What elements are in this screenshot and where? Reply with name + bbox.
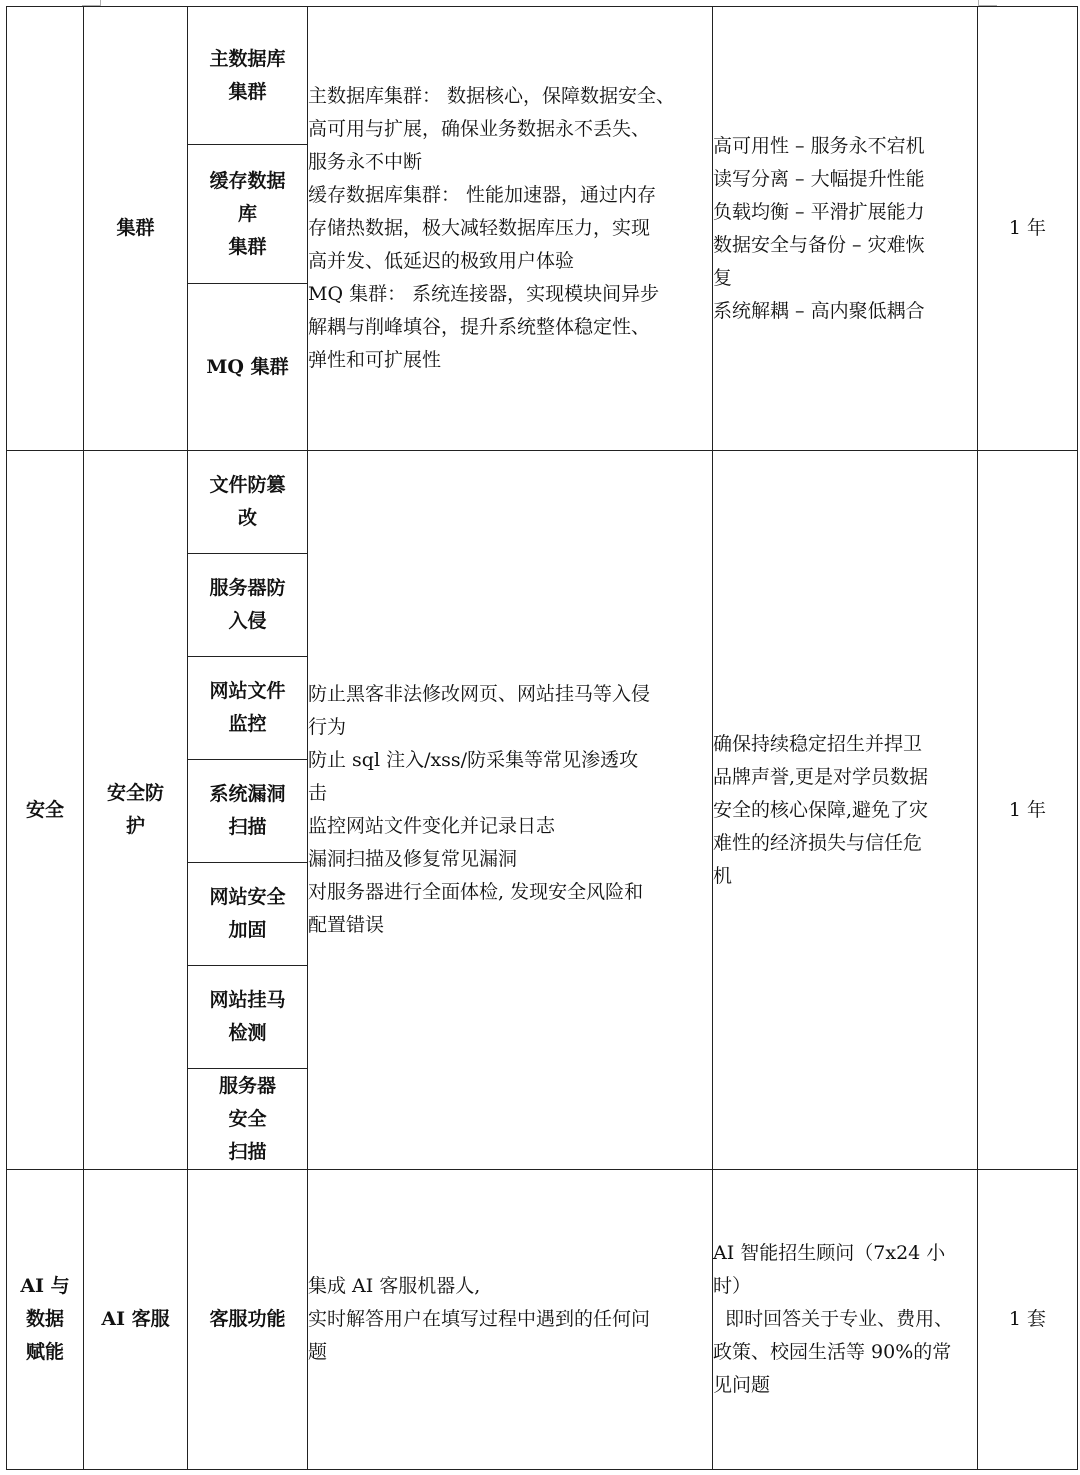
table-row bbox=[7, 1170, 1078, 1470]
value-line: 确保持续稳定招生并捍卫 bbox=[713, 732, 923, 755]
module-cell: 主数据库 集群 bbox=[188, 7, 308, 145]
module-cell: 网站文件 监控 bbox=[188, 657, 308, 760]
term-cell: 1 年 bbox=[978, 451, 1078, 1170]
table-row bbox=[7, 451, 1078, 554]
module-cell: 系统漏洞 扫描 bbox=[188, 760, 308, 863]
value-line: 系统解耦 – 高内聚低耦合 bbox=[713, 299, 925, 322]
description-line: 弹性和可扩展性 bbox=[308, 349, 442, 371]
description-line: 监控网站文件变化并记录日志 bbox=[308, 815, 556, 837]
value-line: 时） bbox=[713, 1275, 752, 1297]
description-line: 实时解答用户在填写过程中遇到的任何问 bbox=[308, 1308, 651, 1330]
description-line: MQ 集群： 系统连接器，实现模块间异步 bbox=[308, 283, 660, 305]
value-cell bbox=[713, 1170, 978, 1470]
description-line: 漏洞扫描及修复常见漏洞 bbox=[308, 848, 518, 870]
description-line: 题 bbox=[308, 1341, 328, 1363]
category-cell: AI 与 数据 赋能 bbox=[7, 1170, 84, 1470]
subcategory-cell: 集群 bbox=[84, 7, 188, 451]
module-cell: 服务器 安全 扫描 bbox=[188, 1069, 308, 1170]
value-line: 即时回答关于专业、费用、 bbox=[713, 1308, 954, 1330]
description-cell bbox=[308, 7, 713, 451]
value-line: 难性的经济损失与信任危 bbox=[713, 831, 923, 854]
service-spec-table bbox=[6, 6, 1078, 1470]
description-line: 高并发、低延迟的极致用户体验 bbox=[308, 250, 575, 272]
description-line: 防止黑客非法修改网页、网站挂马等入侵 bbox=[308, 683, 651, 705]
table-row bbox=[7, 7, 1078, 145]
module-cell: MQ 集群 bbox=[188, 284, 308, 451]
description-line: 解耦与削峰填谷，提升系统整体稳定性、 bbox=[308, 316, 651, 338]
value-line: 机 bbox=[713, 864, 733, 887]
value-cell bbox=[713, 7, 978, 451]
value-line: 复 bbox=[713, 266, 733, 289]
description-line: 高可用与扩展，确保业务数据永不丢失、 bbox=[308, 118, 651, 140]
value-line: 安全的核心保障,避免了灾 bbox=[713, 798, 929, 821]
value-line: 高可用性 – 服务永不宕机 bbox=[713, 134, 925, 157]
description-line: 主数据库集群： 数据核心，保障数据安全、 bbox=[308, 85, 676, 107]
module-cell: 网站挂马 检测 bbox=[188, 966, 308, 1069]
value-line: 负载均衡 – 平滑扩展能力 bbox=[713, 200, 925, 223]
term-cell: 1 套 bbox=[978, 1170, 1078, 1470]
description-line: 行为 bbox=[308, 716, 347, 738]
value-line: 品牌声誉,更是对学员数据 bbox=[713, 765, 929, 788]
description-line: 服务永不中断 bbox=[308, 151, 423, 173]
subcategory-cell: AI 客服 bbox=[84, 1170, 188, 1470]
value-cell bbox=[713, 451, 978, 1170]
module-cell: 客服功能 bbox=[188, 1170, 308, 1470]
description-line: 集成 AI 客服机器人, bbox=[308, 1275, 481, 1297]
description-cell bbox=[308, 1170, 713, 1470]
value-line: 数据安全与备份 – 灾难恢 bbox=[713, 233, 925, 256]
description-line: 防止 sql 注入/xss/防采集等常见渗透攻 bbox=[308, 749, 639, 771]
value-line: 政策、校园生活等 90%的常 bbox=[713, 1341, 952, 1363]
category-cell: 安全 bbox=[7, 451, 84, 1170]
term-cell: 1 年 bbox=[978, 7, 1078, 451]
description-line: 击 bbox=[308, 782, 328, 804]
module-cell: 网站安全 加固 bbox=[188, 863, 308, 966]
value-line: AI 智能招生顾问（7x24 小 bbox=[713, 1242, 946, 1264]
module-cell: 服务器防 入侵 bbox=[188, 554, 308, 657]
description-line: 存储热数据，极大减轻数据库压力，实现 bbox=[308, 217, 651, 239]
module-cell: 文件防篡 改 bbox=[188, 451, 308, 554]
description-line: 配置错误 bbox=[308, 914, 385, 936]
description-cell bbox=[308, 451, 713, 1170]
value-line: 读写分离 – 大幅提升性能 bbox=[713, 167, 925, 190]
description-line: 对服务器进行全面体检, 发现安全风险和 bbox=[308, 881, 644, 903]
description-line: 缓存数据库集群： 性能加速器，通过内存 bbox=[308, 184, 657, 206]
subcategory-cell: 安全防 护 bbox=[84, 451, 188, 1170]
value-line: 见问题 bbox=[713, 1374, 771, 1396]
category-cell bbox=[7, 7, 84, 451]
module-cell: 缓存数据 库 集群 bbox=[188, 145, 308, 284]
